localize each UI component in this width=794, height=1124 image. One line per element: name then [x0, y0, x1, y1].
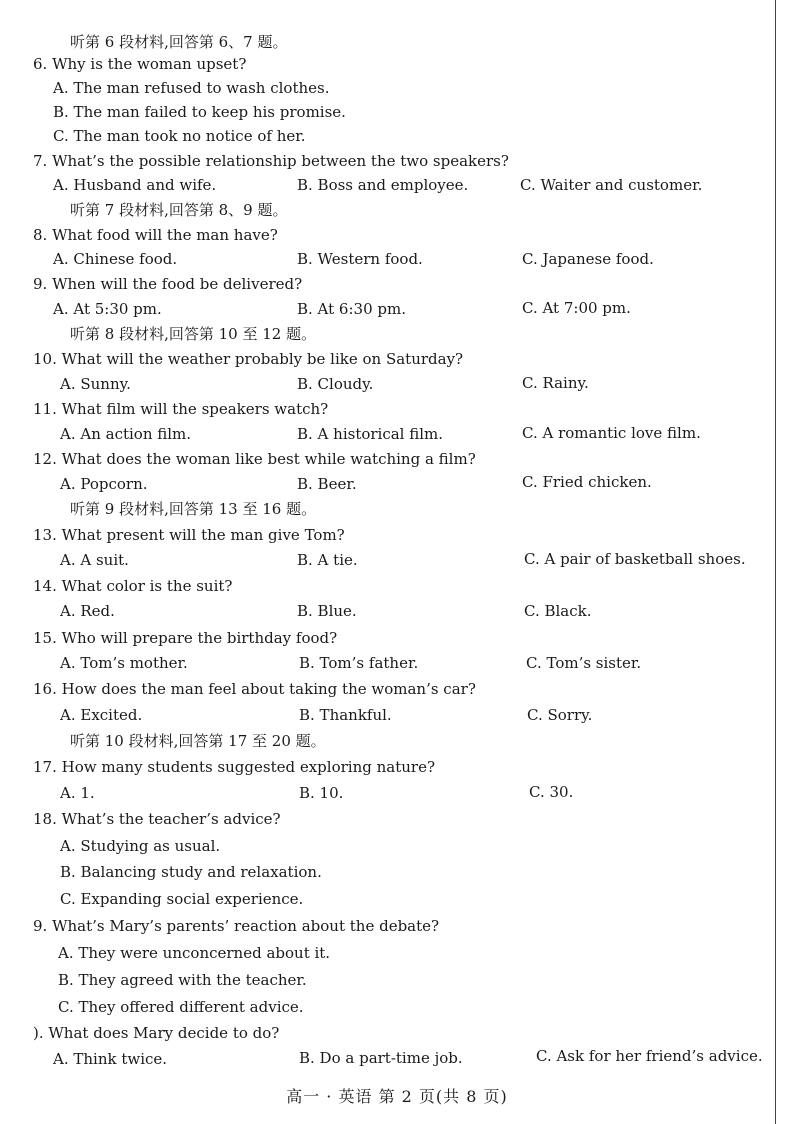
option-9b: B. At 6:30 pm.: [297, 300, 406, 318]
option-20b: B. Do a part-time job.: [299, 1049, 463, 1067]
option-9c: C. At 7:00 pm.: [522, 299, 631, 317]
option-14b: B. Blue.: [297, 602, 357, 620]
question-10: 10. What will the weather probably be like on Saturday?: [33, 350, 464, 368]
question-13: 13. What present will the man give Tom?: [33, 526, 345, 544]
option-7a: A. Husband and wife.: [53, 176, 217, 194]
option-16a: A. Excited.: [60, 706, 143, 724]
question-18: 18. What’s the teacher’s advice?: [33, 810, 281, 828]
question-12: 12. What does the woman like best while watching a film?: [33, 450, 476, 468]
section-heading-10: 听第 10 段材料,回答第 17 至 20 题。: [70, 732, 326, 750]
option-9a: A. At 5:30 pm.: [53, 300, 162, 318]
option-6b: B. The man failed to keep his promise.: [53, 103, 346, 121]
option-18c: C. Expanding social experience.: [60, 890, 304, 908]
option-8c: C. Japanese food.: [522, 250, 654, 268]
option-7c: C. Waiter and customer.: [520, 176, 703, 194]
option-15a: A. Tom’s mother.: [60, 654, 188, 672]
option-16c: C. Sorry.: [527, 706, 593, 724]
option-17b: B. 10.: [299, 784, 344, 802]
question-7: 7. What’s the possible relationship between the two speakers?: [33, 152, 509, 170]
option-15b: B. Tom’s father.: [299, 654, 419, 672]
question-19: 9. What’s Mary’s parents’ reaction about the debate?: [33, 917, 440, 935]
option-12a: A. Popcorn.: [60, 475, 148, 493]
option-12c: C. Fried chicken.: [522, 473, 652, 491]
option-11c: C. A romantic love film.: [522, 424, 701, 442]
section-heading-7: 听第 7 段材料,回答第 8、9 题。: [70, 201, 288, 219]
option-7b: B. Boss and employee.: [297, 176, 469, 194]
option-8a: A. Chinese food.: [53, 250, 178, 268]
question-16: 16. How does the man feel about taking the woman’s car?: [33, 680, 476, 698]
option-19a: A. They were unconcerned about it.: [58, 944, 331, 962]
option-20c: C. Ask for her friend’s advice.: [536, 1047, 763, 1065]
option-6a: A. The man refused to wash clothes.: [53, 79, 330, 97]
option-19c: C. They offered different advice.: [58, 998, 304, 1016]
option-10a: A. Sunny.: [60, 375, 131, 393]
option-11a: A. An action film.: [60, 425, 192, 443]
option-10c: C. Rainy.: [522, 374, 589, 392]
section-heading-8: 听第 8 段材料,回答第 10 至 12 题。: [70, 325, 317, 343]
section-heading-9: 听第 9 段材料,回答第 13 至 16 题。: [70, 500, 317, 518]
option-13b: B. A tie.: [297, 551, 358, 569]
option-8b: B. Western food.: [297, 250, 423, 268]
option-17a: A. 1.: [60, 784, 95, 802]
option-13c: C. A pair of basketball shoes.: [524, 550, 746, 568]
question-8: 8. What food will the man have?: [33, 226, 278, 244]
option-10b: B. Cloudy.: [297, 375, 374, 393]
option-15c: C. Tom’s sister.: [526, 654, 642, 672]
option-19b: B. They agreed with the teacher.: [58, 971, 307, 989]
option-13a: A. A suit.: [60, 551, 129, 569]
option-11b: B. A historical film.: [297, 425, 444, 443]
question-9: 9. When will the food be delivered?: [33, 275, 303, 293]
page-footer: 高一 · 英语 第 2 页(共 8 页): [286, 1087, 508, 1106]
option-12b: B. Beer.: [297, 475, 357, 493]
question-14: 14. What color is the suit?: [33, 577, 233, 595]
section-heading-6: 听第 6 段材料,回答第 6、7 题。: [70, 33, 288, 51]
option-14c: C. Black.: [524, 602, 592, 620]
option-14a: A. Red.: [60, 602, 115, 620]
option-18b: B. Balancing study and relaxation.: [60, 863, 322, 881]
question-6: 6. Why is the woman upset?: [33, 55, 247, 73]
option-17c: C. 30.: [529, 783, 574, 801]
option-18a: A. Studying as usual.: [60, 837, 221, 855]
page-right-border: [775, 0, 776, 1124]
question-15: 15. Who will prepare the birthday food?: [33, 629, 338, 647]
option-6c: C. The man took no notice of her.: [53, 127, 306, 145]
option-16b: B. Thankful.: [299, 706, 392, 724]
question-17: 17. How many students suggested exploring nature?: [33, 758, 435, 776]
question-11: 11. What film will the speakers watch?: [33, 400, 329, 418]
question-20: ). What does Mary decide to do?: [33, 1024, 280, 1042]
option-20a: A. Think twice.: [53, 1050, 168, 1068]
